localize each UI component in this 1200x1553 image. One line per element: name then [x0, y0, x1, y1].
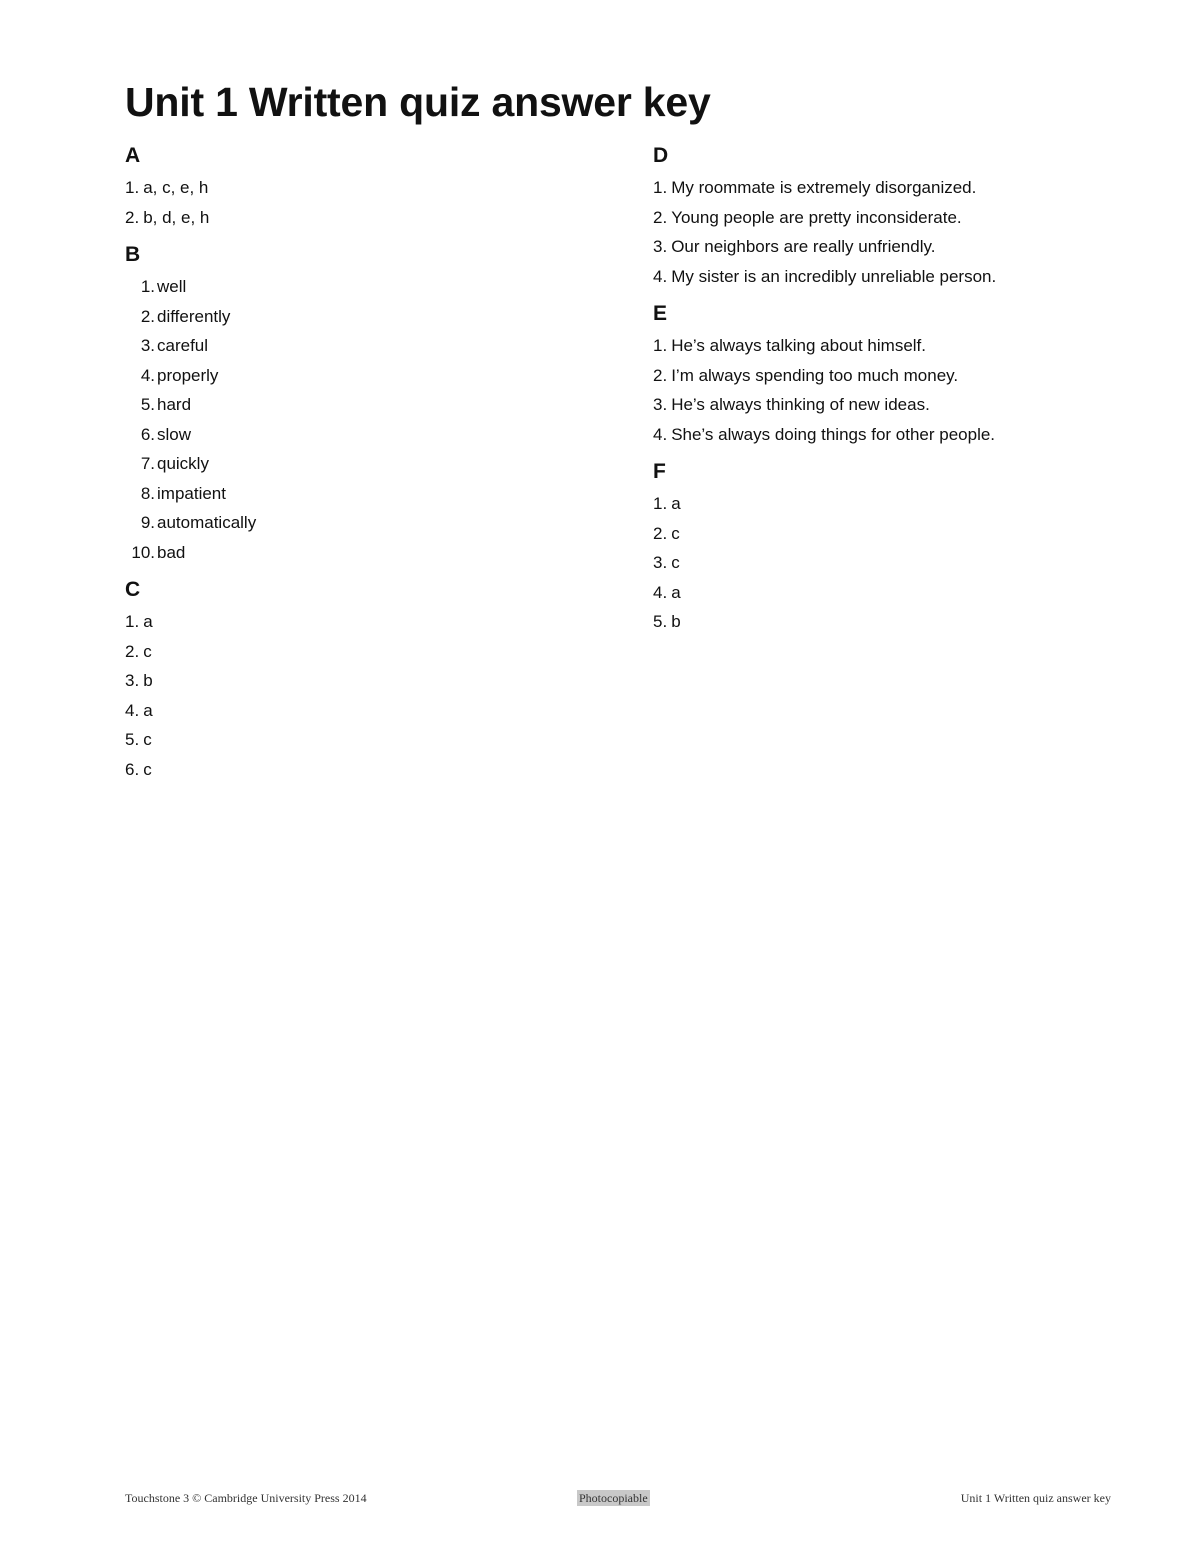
- item-answer: I’m always spending too much money.: [671, 365, 959, 385]
- section-f: [653, 459, 1133, 637]
- list-item: [125, 173, 605, 203]
- left-column: [125, 143, 605, 784]
- item-number: 6.: [125, 759, 140, 779]
- item-answer: b: [671, 612, 681, 631]
- item-answer: differently: [157, 306, 231, 326]
- item-number: 2.: [140, 306, 155, 326]
- section-heading: F: [653, 460, 666, 483]
- section-heading: B: [125, 243, 141, 266]
- item-number: 1.: [140, 277, 155, 296]
- list-item: [653, 173, 1133, 203]
- item-answer: a, c, e, h: [143, 178, 209, 197]
- item-answer: bad: [157, 542, 186, 562]
- list-item: [125, 666, 605, 696]
- item-number: 2.: [653, 365, 668, 385]
- footer-copyright: Touchstone 3 © Cambridge University Press 2014: [125, 1491, 367, 1505]
- item-number: 4.: [653, 582, 668, 602]
- list-item: [125, 420, 605, 450]
- item-answer: a: [671, 494, 681, 513]
- item-number: 9.: [140, 513, 155, 532]
- item-answer: careful: [157, 336, 209, 355]
- item-answer: hard: [157, 395, 192, 414]
- list-item: [653, 232, 1133, 262]
- list-item: [125, 479, 605, 509]
- list-item: [125, 302, 605, 332]
- answer-list: [653, 489, 1133, 637]
- item-answer: She’s always doing things for other people.: [671, 424, 996, 444]
- item-number: 2.: [125, 207, 140, 227]
- item-answer: c: [143, 730, 152, 749]
- list-item: [125, 538, 605, 568]
- item-answer: He’s always thinking of new ideas.: [671, 395, 930, 414]
- section-e: [653, 301, 1133, 449]
- list-item: [125, 637, 605, 667]
- list-item: [125, 508, 605, 538]
- page-title: Unit 1 Written quiz answer key: [125, 79, 711, 125]
- list-item: [653, 361, 1133, 391]
- list-item: [653, 548, 1133, 578]
- item-number: 1.: [125, 612, 140, 631]
- right-column: [653, 143, 1133, 637]
- item-answer: quickly: [157, 454, 209, 473]
- item-answer: properly: [157, 365, 219, 385]
- section-c: [125, 577, 605, 784]
- list-item: [125, 755, 605, 785]
- answer-list: [653, 331, 1133, 449]
- item-answer: He’s always talking about himself.: [671, 336, 926, 355]
- item-number: 2.: [653, 207, 668, 227]
- section-heading: D: [653, 144, 669, 167]
- page-footer: [0, 1490, 1200, 1506]
- section-b: [125, 242, 605, 567]
- item-number: 1.: [653, 336, 668, 355]
- item-answer: c: [671, 523, 680, 543]
- footer-photocopiable-badge: Photocopiable: [579, 1491, 648, 1505]
- item-answer: My sister is an incredibly unreliable person.: [671, 266, 997, 286]
- section-heading: A: [125, 144, 141, 167]
- list-item: [125, 607, 605, 637]
- item-number: 5.: [125, 730, 140, 749]
- item-number: 2.: [653, 523, 668, 543]
- list-item: [653, 262, 1133, 292]
- item-number: 3.: [125, 671, 140, 690]
- item-number: 4.: [653, 266, 668, 286]
- answer-list: [125, 173, 605, 232]
- list-item: [653, 203, 1133, 233]
- item-number: 3.: [140, 336, 155, 355]
- list-item: [125, 449, 605, 479]
- item-answer: Our neighbors are really unfriendly.: [671, 237, 936, 256]
- item-number: 2.: [125, 641, 140, 661]
- item-number: 4.: [140, 365, 155, 385]
- list-item: [125, 361, 605, 391]
- list-item: [653, 390, 1133, 420]
- item-answer: Young people are pretty inconsiderate.: [671, 207, 962, 227]
- item-answer: c: [143, 759, 152, 779]
- footer-doc-title: Unit 1 Written quiz answer key: [960, 1491, 1111, 1505]
- item-number: 1.: [125, 178, 140, 197]
- list-item: [125, 203, 605, 233]
- list-item: [653, 331, 1133, 361]
- answer-list: [125, 607, 605, 784]
- section-heading: E: [653, 302, 668, 325]
- section-heading: C: [125, 578, 141, 601]
- list-item: [653, 578, 1133, 608]
- list-item: [125, 331, 605, 361]
- item-answer: slow: [157, 424, 192, 444]
- list-item: [653, 420, 1133, 450]
- item-number: 5.: [653, 612, 668, 631]
- section-a: [125, 143, 605, 232]
- item-number: 3.: [653, 395, 668, 414]
- item-number: 10.: [131, 542, 155, 562]
- item-number: 4.: [125, 700, 140, 720]
- item-answer: c: [143, 641, 152, 661]
- list-item: [653, 607, 1133, 637]
- list-item: [125, 725, 605, 755]
- item-number: 1.: [653, 494, 668, 513]
- list-item: [653, 519, 1133, 549]
- item-answer: My roommate is extremely disorganized.: [671, 178, 977, 197]
- list-item: [125, 390, 605, 420]
- item-number: 1.: [653, 178, 668, 197]
- item-answer: well: [157, 277, 187, 296]
- item-answer: b: [143, 671, 153, 690]
- item-answer: a: [143, 700, 153, 720]
- item-number: 4.: [653, 424, 668, 444]
- list-item: [125, 272, 605, 302]
- item-number: 5.: [140, 395, 155, 414]
- item-answer: a: [143, 612, 153, 631]
- item-answer: impatient: [157, 483, 226, 503]
- answer-list: [653, 173, 1133, 291]
- section-d: [653, 143, 1133, 291]
- item-number: 7.: [140, 454, 155, 473]
- item-number: 6.: [140, 424, 155, 444]
- item-number: 3.: [653, 237, 668, 256]
- item-number: 8.: [140, 483, 155, 503]
- item-answer: c: [671, 553, 680, 572]
- answer-list: [125, 272, 605, 567]
- item-answer: automatically: [157, 513, 257, 532]
- list-item: [653, 489, 1133, 519]
- item-answer: b, d, e, h: [143, 207, 210, 227]
- item-answer: a: [671, 582, 681, 602]
- item-number: 3.: [653, 553, 668, 572]
- list-item: [125, 696, 605, 726]
